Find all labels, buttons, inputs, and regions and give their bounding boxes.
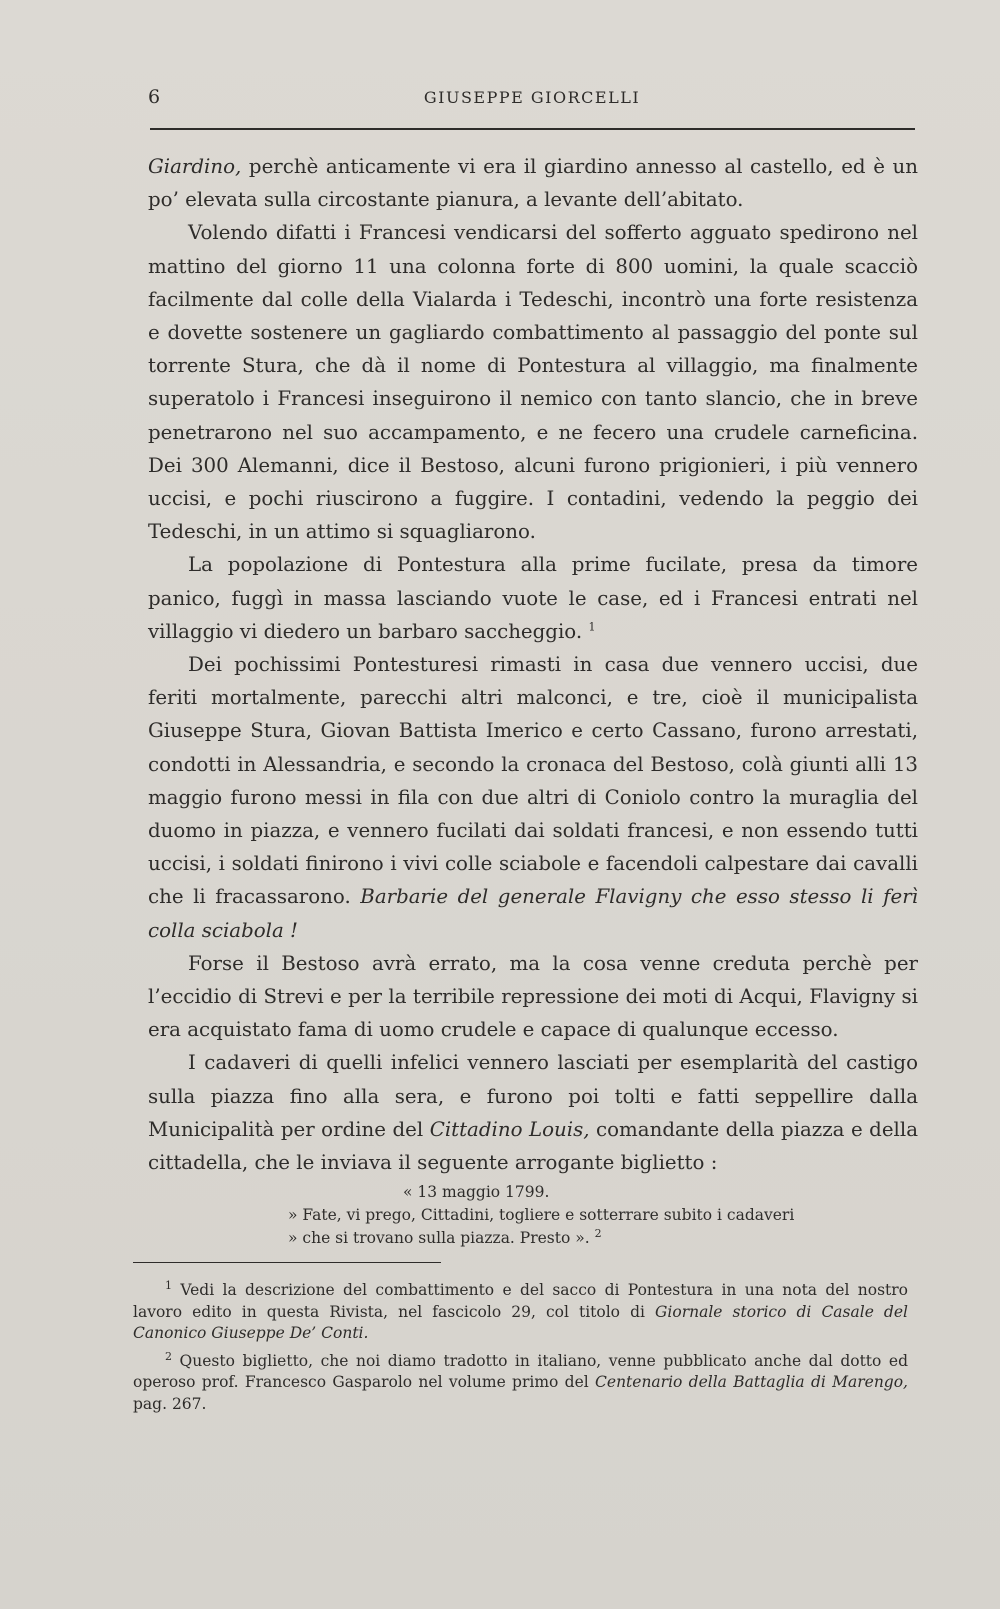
paragraph-6-text-a: I cadaveri di quelli infelici vennero lasciati per esemplarità del castigo sulla piazza fino alla sera, e furono poi tolti e fatti seppellire dalla Municipalità per ordine del: [148, 1051, 918, 1141]
footnote-ref-2: 2: [594, 1227, 602, 1241]
footnote-2: [133, 1351, 908, 1416]
paragraph-1: [148, 150, 918, 216]
paragraph-2: Volendo difatti i Francesi vendicarsi del sofferto agguato spedirono nel mattino del giorno 11 una colonna forte di 800 uomini, la quale scacciò facilmente dal colle della Vialarda i Tedeschi, incontrò una forte resistenza e dovette sostenere un gagliardo combattimento al passaggio del ponte sul torrente Stura, che dà il nome di Pontestura al villaggio, ma finalmente superatolo i Francesi inseguirono il nemico con tanto slancio, che in breve penetrarono nel suo accampamento, e ne fecero una crudele carneficina. Dei 300 Alemanni, dice il Bestoso, alcuni furono prigionieri, i più vennero uccisi, e pochi riuscirono a fuggire. I contadini, vedendo la peggio dei Tedeschi, in un attimo si squagliarono.: [148, 221, 918, 544]
header-rule: [150, 128, 915, 130]
paragraph-6: [148, 1046, 918, 1179]
footnote-1-mark: 1: [165, 1278, 172, 1292]
footnote-ref-1: 1: [588, 620, 596, 634]
footnote-1-italic: Giornale storico di Casale del Canonico Giuseppe De’ Conti.: [133, 1302, 908, 1342]
footnote-2-italic: Centenario della Battaglia di Marengo,: [595, 1373, 908, 1391]
paragraph-1-text: perchè anticamente vi era il giardino annesso al castello, ed è un po’ elevata sulla circostante pianura, a levante dell’abitato.: [148, 155, 918, 212]
paragraph-4-text: Dei pochissimi Pontesturesi rimasti in casa due vennero uccisi, due feriti mortalmente, parecchi altri malconci, e tre, cioè il municipalista Giuseppe Stura, Giovan Battista Imerico e certo Cassano, furono arrestati, condotti in Alessandria, e secondo la cronaca del Bestoso, colà giunti alli 13 maggio furono messi in fila con due altri di Coniolo contro la muraglia del duomo in piazza, e vennero fucilati dai soldati francesi, e non essendo tutti uccisi, i soldati finirono i vivi colle sciabole e facendoli calpestare dai cavalli che li fracassarono.: [148, 653, 918, 909]
quoted-letter: [148, 1181, 918, 1250]
main-text: [148, 150, 918, 1250]
footnote-1: [133, 1280, 908, 1345]
paragraph-3-text: La popolazione di Pontestura alla prime fucilate, presa da timore panico, fuggì in massa lasciando vuote le case, ed i Francesi entrati nel villaggio vi diedero un barbaro saccheggio.: [148, 553, 918, 643]
footnote-rule: [133, 1262, 441, 1263]
running-head: GIUSEPPE GIORCELLI: [423, 88, 641, 107]
paragraph-5: Forse il Bestoso avrà errato, ma la cosa venne creduta perchè per l’eccidio di Strevi e per la terribile repressione dei moti di Acqui, Flavigny si era acquistato fama di uomo crudele e capace di qualunque eccesso.: [148, 951, 918, 1042]
letter-line-2-text: » che si trovano sulla piazza. Presto ».: [288, 1229, 590, 1248]
paragraph-1-italic: Giardino,: [148, 155, 242, 178]
footnote-1-text: Vedi la descrizione del combattimento e del sacco di Pontestura in una nota del nostro lavoro edito in questa Rivista, nel fascicolo 29, col titolo di: [133, 1281, 908, 1321]
footnote-2-text-a: Questo biglietto, che noi diamo tradotto in italiano, venne pubblicato anche dal dotto ed operoso prof. Francesco Gasparolo nel volume primo del: [133, 1351, 908, 1391]
paragraph-4: [148, 648, 918, 947]
footnote-2-mark: 2: [165, 1349, 172, 1363]
footnotes: [133, 1280, 908, 1421]
paragraph-3: [148, 548, 918, 648]
letter-date: « 13 maggio 1799.: [403, 1183, 550, 1202]
page-number: 6: [148, 86, 161, 108]
paragraph-6-text-b: comandante della piazza e della cittadella, che le inviava il seguente arrogante biglietto :: [148, 1117, 918, 1175]
letter-line-1: » Fate, vi prego, Cittadini, togliere e sotterrare subito i cadaveri: [288, 1206, 795, 1225]
paragraph-6-italic: Cittadino Louis,: [429, 1117, 590, 1141]
page-header: [148, 86, 916, 116]
letter-line-2: [288, 1227, 918, 1250]
paragraph-4-italic: Barbarie del generale Flavigny che esso stesso li ferì colla sciabola !: [148, 885, 918, 942]
footnote-2-text-b: pag. 267.: [133, 1394, 207, 1413]
